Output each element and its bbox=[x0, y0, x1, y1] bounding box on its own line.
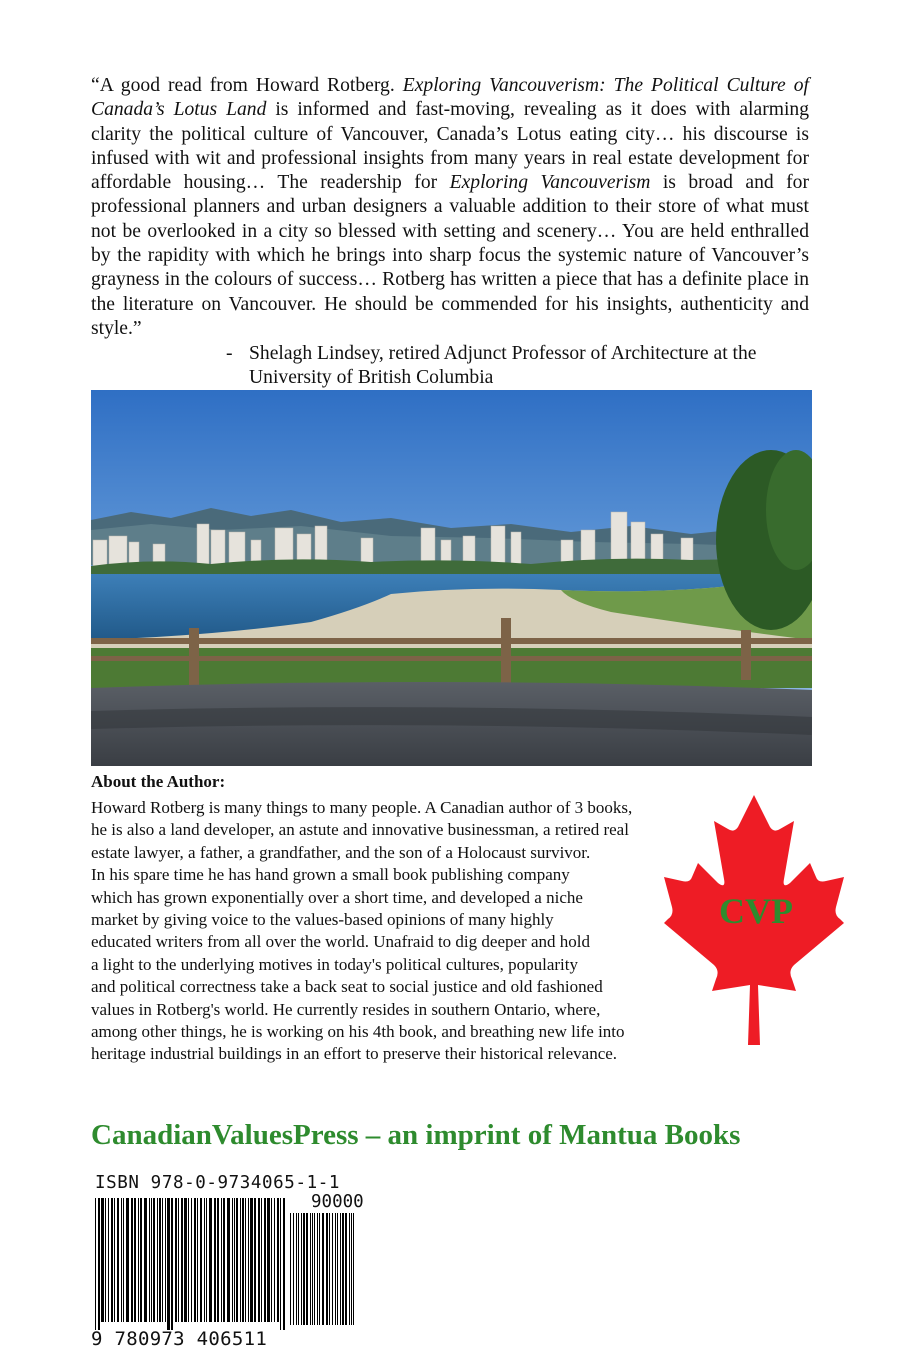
about-line: market by giving voice to the values-based opinions of many highly bbox=[91, 910, 554, 930]
barcode-bar bbox=[337, 1213, 338, 1325]
barcode-bar bbox=[332, 1213, 333, 1325]
barcode-bar bbox=[149, 1198, 150, 1322]
barcode-bar bbox=[254, 1198, 256, 1322]
barcode-bar bbox=[301, 1213, 302, 1325]
about-line: which has grown exponentially over a short time, and developed a niche bbox=[91, 887, 583, 907]
book-title: Exploring Vancouverism: The Political Culture of Canada’s Lotus Land bbox=[91, 75, 809, 121]
book-short-title: Exploring Vancouverism bbox=[449, 172, 651, 194]
attribution-text: Shelagh Lindsey, retired Adjunct Professor of Architecture at the University of British Columbia bbox=[249, 343, 757, 389]
barcode-bar bbox=[105, 1198, 106, 1322]
barcode-bar bbox=[271, 1198, 272, 1322]
barcode-bar bbox=[200, 1198, 202, 1322]
review-quote bbox=[91, 74, 809, 341]
addon-bars bbox=[290, 1213, 354, 1325]
cvp-logo-text: CVP bbox=[719, 891, 793, 931]
barcode-bar bbox=[159, 1198, 161, 1322]
barcode-bar bbox=[280, 1198, 281, 1330]
barcode-bar bbox=[204, 1198, 205, 1322]
about-line: heritage industrial buildings in an effort to preserve their historical relevance. bbox=[91, 1044, 618, 1064]
barcode-bar bbox=[123, 1198, 124, 1322]
barcode-bar bbox=[181, 1198, 183, 1322]
barcode-bar bbox=[108, 1198, 109, 1322]
about-line: educated writers from all over the world. Unafraid to dig deeper and hold bbox=[91, 932, 590, 952]
barcode-bar bbox=[293, 1213, 294, 1325]
barcode-bar bbox=[345, 1213, 347, 1325]
about-line: and political correctness take a back seat to social justice and old fashioned bbox=[91, 977, 603, 997]
barcode-bar bbox=[236, 1198, 238, 1322]
barcode-bar bbox=[303, 1213, 305, 1325]
barcode-bar bbox=[234, 1198, 235, 1322]
barcode-bar bbox=[167, 1198, 170, 1330]
barcode-bar bbox=[184, 1198, 187, 1322]
barcode-bar bbox=[277, 1198, 279, 1322]
barcode-bar bbox=[340, 1213, 341, 1325]
barcode-bar bbox=[101, 1198, 104, 1322]
barcode-bar bbox=[296, 1213, 297, 1325]
barcode-bar bbox=[351, 1213, 352, 1325]
barcode-bar bbox=[144, 1198, 147, 1322]
barcode-bar bbox=[194, 1198, 196, 1322]
barcode-bar bbox=[206, 1198, 207, 1322]
barcode-bar bbox=[191, 1198, 192, 1322]
barcode-bar bbox=[314, 1213, 315, 1325]
barcode-bar bbox=[117, 1198, 119, 1322]
barcode-bar bbox=[114, 1198, 115, 1322]
barcode-bar bbox=[240, 1198, 241, 1322]
barcode-bar bbox=[138, 1198, 139, 1322]
isbn-barcode bbox=[85, 1168, 365, 1353]
barcode-bar bbox=[178, 1198, 179, 1322]
about-line: values in Rotberg's world. He currently resides in southern Ontario, where, bbox=[91, 999, 601, 1019]
barcode-bar bbox=[227, 1198, 230, 1322]
barcode-bar bbox=[310, 1213, 311, 1325]
ean-bars bbox=[95, 1198, 285, 1330]
barcode-bar bbox=[298, 1213, 299, 1325]
about-line: a light to the underlying motives in today's political cultures, popularity bbox=[91, 954, 579, 974]
barcode-bar bbox=[223, 1198, 225, 1322]
barcode-bar bbox=[209, 1198, 212, 1322]
barcode-bar bbox=[242, 1198, 244, 1322]
barcode-bar bbox=[335, 1213, 336, 1325]
barcode-bar bbox=[329, 1213, 330, 1325]
barcode-bar bbox=[258, 1198, 260, 1322]
barcode-bar bbox=[171, 1198, 173, 1330]
barcode-bar bbox=[214, 1198, 216, 1322]
barcode-bar bbox=[121, 1198, 122, 1322]
barcode-bar bbox=[326, 1213, 328, 1325]
barcode-bar bbox=[353, 1213, 354, 1325]
barcode-bar bbox=[153, 1198, 155, 1322]
barcode-bar bbox=[312, 1213, 313, 1325]
barcode-bar bbox=[217, 1198, 219, 1322]
barcode-bar bbox=[264, 1198, 266, 1322]
barcode-bar bbox=[232, 1198, 233, 1322]
price-code: 90000 bbox=[311, 1192, 364, 1212]
about-line: he is also a land developer, an astute and innovative businessman, a retired real bbox=[91, 820, 629, 840]
barcode-bar bbox=[157, 1198, 158, 1322]
review-body-2: is broad and for professional planners and urban designers a valuable addition to their store of what must not be overlooked in a city so blessed with setting and scenery… You are held enthralled by the rapidity with which he brings into sharp focus the systemic nature of Vancouver’s grayness in the colours of success… Rotberg has written a piece that has a definite place in the literature on Vancouver. He should be commended for his insights, authenticity and style.” bbox=[91, 172, 810, 339]
barcode-bar bbox=[131, 1198, 133, 1322]
about-line: among other things, he is working on his 4th book, and breathing new life into bbox=[91, 1022, 625, 1042]
barcode-bar bbox=[197, 1198, 198, 1322]
barcode-bar bbox=[290, 1213, 291, 1325]
barcode-bar bbox=[250, 1198, 253, 1322]
barcode-bar bbox=[322, 1213, 324, 1325]
barcode-bar bbox=[162, 1198, 163, 1322]
barcode-bar bbox=[349, 1213, 350, 1325]
barcode-bar bbox=[261, 1198, 262, 1322]
about-line: In his spare time he has hand grown a small book publishing company bbox=[91, 865, 570, 885]
barcode-bar bbox=[306, 1213, 308, 1325]
barcode-bar bbox=[188, 1198, 189, 1322]
barcode-bar bbox=[267, 1198, 270, 1322]
barcode-bar bbox=[165, 1198, 166, 1322]
barcode-bar bbox=[134, 1198, 136, 1322]
barcode-bar bbox=[151, 1198, 152, 1322]
about-line: estate lawyer, a father, a grandfather, and the son of a Holocaust survivor. bbox=[91, 842, 591, 862]
about-line: Howard Rotberg is many things to many people. A Canadian author of 3 books, bbox=[91, 798, 633, 817]
maple-leaf-logo bbox=[664, 795, 844, 1045]
barcode-bar bbox=[274, 1198, 275, 1322]
barcode-bar bbox=[111, 1198, 113, 1322]
about-author-heading: About the Author: bbox=[91, 772, 226, 791]
attribution-dash: - bbox=[226, 343, 233, 364]
barcode-bar bbox=[140, 1198, 142, 1322]
review-body-1: is informed and fast-moving, revealing as it does with alarming clarity the political culture of Vancouver, Canada’s Lotus eating city… his discourse is infused with wit and professional insights from many years in real estate development for affordable housing… The readership for bbox=[91, 99, 810, 194]
barcode-bar bbox=[317, 1213, 318, 1325]
review-intro: “A good read from Howard Rotberg. bbox=[91, 75, 403, 96]
barcode-bar bbox=[283, 1198, 285, 1330]
barcode-bar bbox=[248, 1198, 249, 1322]
barcode-bar bbox=[342, 1213, 344, 1325]
barcode-bar bbox=[319, 1213, 320, 1325]
publisher-imprint: CanadianValuesPress – an imprint of Mantua Books bbox=[91, 1119, 741, 1151]
ean-digits: 9 780973 406511 bbox=[91, 1328, 268, 1350]
barcode-bar bbox=[221, 1198, 222, 1322]
barcode-bar bbox=[98, 1198, 100, 1330]
barcode-bar bbox=[175, 1198, 177, 1322]
vancouver-skyline-photo bbox=[91, 390, 812, 766]
barcode-bar bbox=[95, 1198, 96, 1330]
isbn-label: ISBN 978-0-9734065-1-1 bbox=[95, 1173, 340, 1193]
barcode-bar bbox=[126, 1198, 129, 1322]
barcode-bar bbox=[245, 1198, 246, 1322]
